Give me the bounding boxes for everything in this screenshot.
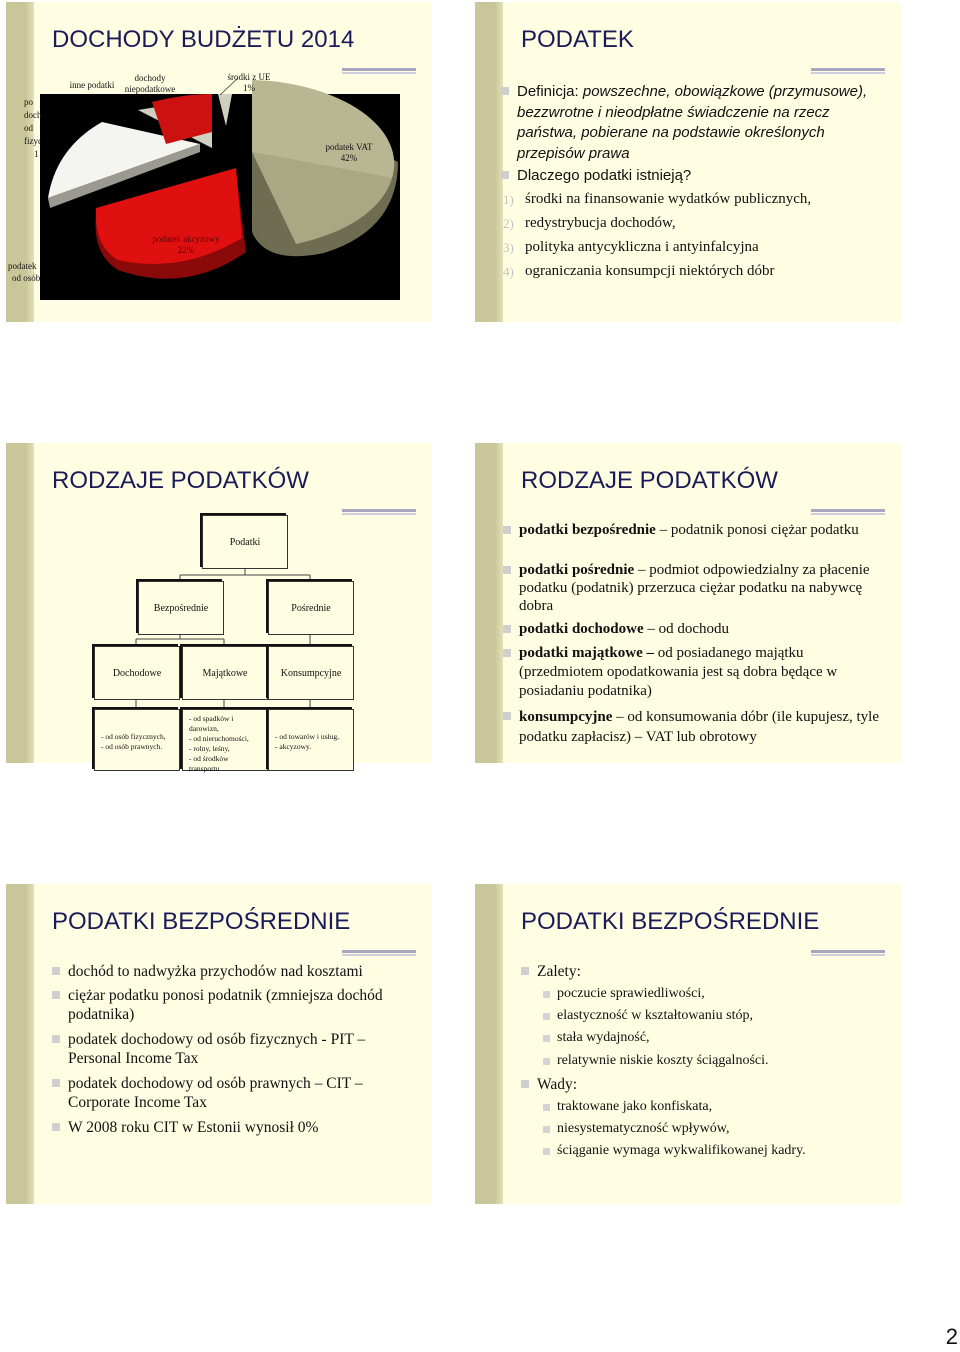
- definition-bullet: [517, 82, 887, 164]
- reason-item: [503, 190, 812, 209]
- label-ue-name: środki z UE: [227, 72, 271, 82]
- bullet-square: [521, 967, 529, 975]
- slide-tax-types-list: [475, 443, 901, 763]
- bullet-square: [503, 625, 511, 633]
- con-text: niesystematyczność wpływów,: [557, 1121, 730, 1136]
- con-text: traktowane jako konfiskata,: [557, 1099, 713, 1114]
- frag-g: od osób: [12, 273, 41, 283]
- tax-type-desc: – podatnik ponosi ciężar podatku: [655, 522, 859, 538]
- label-akcyza-name: podatek akcyzowy: [152, 234, 220, 244]
- title-underline-shadow: [342, 954, 416, 956]
- property-item: - od środków: [189, 754, 229, 763]
- title-underline: [811, 509, 885, 512]
- bullet-square: [52, 1079, 60, 1087]
- item-text: ciężar podatku ponosi podatnik (zmniejsza dochód podatnika): [68, 987, 383, 1023]
- cons-label: Wady:: [537, 1076, 578, 1093]
- slide-title: PODATEK: [521, 26, 634, 53]
- org-income-items-box: [94, 709, 180, 771]
- bullet-square: [543, 1126, 550, 1133]
- reason-item: [503, 262, 775, 281]
- pro-item: [557, 1029, 650, 1047]
- reason-number: 2): [503, 216, 514, 231]
- bullet-square: [501, 171, 509, 179]
- reason-text: redystrybucja dochodów,: [525, 215, 676, 231]
- title-underline: [342, 950, 416, 953]
- tax-type-name: podatki dochodowe: [519, 621, 644, 637]
- item-text: dochód to nadwyżka przychodów nad kosztami: [68, 963, 363, 980]
- slide-direct-taxes: [6, 884, 432, 1204]
- title-underline: [811, 950, 885, 953]
- income-items: [101, 732, 166, 752]
- pro-item: [557, 1052, 769, 1070]
- label-akcyza-pct: 22%: [177, 245, 195, 255]
- reason-number: 4): [503, 264, 514, 279]
- tax-type-name: podatki pośrednie: [519, 562, 635, 578]
- con-item: [557, 1098, 712, 1116]
- slide-title: PODATKI BEZPOŚREDNIE: [52, 908, 351, 935]
- direct-tax-item: [68, 1074, 408, 1112]
- frag-d: fizyc: [24, 136, 42, 146]
- slide-left-bar: [6, 884, 34, 1204]
- slide-direct-taxes-pros-cons: [475, 884, 901, 1204]
- cons-heading: [537, 1075, 577, 1094]
- slide-title: RODZAJE PODATKÓW: [521, 467, 778, 494]
- label-left-fragments: [24, 96, 44, 161]
- direct-tax-item: [68, 962, 418, 981]
- slide-left-bar: [475, 884, 503, 1204]
- tax-type-name: podatki majątkowe –: [519, 645, 655, 661]
- pro-text: stała wydajność,: [557, 1030, 650, 1045]
- reason-text: ograniczania konsumpcji niektórych dóbr: [525, 263, 775, 279]
- tax-type-desc: – podmiot odpowiedzialny za płacenie podatku (podatnik) przerzuca ciężar podatku na nabywcę dobra: [519, 562, 870, 614]
- pro-text: elastyczność w kształtowaniu stóp,: [557, 1008, 753, 1023]
- frag-b: doch: [24, 110, 42, 120]
- reason-item: [503, 214, 676, 233]
- bullet-square: [543, 1104, 550, 1111]
- property-item: - od spadków i: [189, 714, 234, 723]
- consumption-item: - od towarów i usług,: [275, 732, 339, 741]
- tax-type-item: [519, 620, 889, 638]
- frag-c: od: [24, 123, 33, 133]
- property-item: - od nieruchomości,: [189, 734, 249, 743]
- bullet-square: [52, 991, 60, 999]
- slice-akcyza: [95, 168, 246, 279]
- property-item: - rolny, leśny,: [189, 744, 230, 753]
- bullet-square: [503, 712, 511, 720]
- con-text: ściąganie wymaga wykwalifikowanej kadry.: [557, 1143, 806, 1158]
- pro-text: relatywnie niskie koszty ściągalności.: [557, 1053, 769, 1068]
- question-bullet: [517, 166, 887, 185]
- reason-text: polityka antycykliczna i antyinfalcyjna: [525, 239, 759, 255]
- label-vat: [322, 142, 376, 164]
- tax-type-item: [519, 561, 889, 615]
- tax-type-desc: – od dochodu: [643, 621, 730, 637]
- tax-type-desc: od posiadanego majątku (przedmiotem opodatkowania jest są dobra będące w posiadaniu podatnika): [519, 645, 838, 699]
- org-majatkowe: Majątkowe: [182, 646, 268, 700]
- title-underline-shadow: [811, 72, 885, 74]
- definition-label: Definicja:: [517, 83, 583, 100]
- tax-type-name: podatki bezpośrednie: [519, 522, 656, 538]
- label-niepod-2: niepodatkowe: [124, 84, 176, 94]
- direct-tax-item: [68, 986, 418, 1024]
- org-dochodowe: Dochodowe: [94, 646, 180, 700]
- slide-tax-types-chart: [6, 443, 432, 773]
- income-item: - od osób fizycznych,: [101, 732, 166, 741]
- org-consumption-items-box: [268, 709, 354, 771]
- slice-ue: [218, 94, 232, 126]
- tax-type-name: konsumpcyjne: [519, 709, 613, 725]
- label-vat-pct: 42%: [340, 153, 358, 163]
- reason-number: 3): [503, 240, 514, 255]
- bullet-square: [503, 649, 511, 657]
- label-ue-pct: 1%: [243, 83, 255, 93]
- property-item: darowizn,: [189, 724, 219, 733]
- bullet-square: [543, 1148, 550, 1155]
- frag-e: 1: [34, 149, 39, 159]
- slide-title: RODZAJE PODATKÓW: [52, 467, 309, 494]
- org-property-items-box: [182, 709, 268, 771]
- bullet-square: [543, 1058, 550, 1065]
- consumption-items: [275, 732, 339, 752]
- bullet-square: [52, 1035, 60, 1043]
- bullet-square: [503, 526, 511, 534]
- definition-text: powszechne, obowiązkowe (przymusowe), bezzwrotne i nieodpłatne świadczenie na rzecz państwa, pobierane na podstawie określonych przepisów prawa: [517, 83, 868, 162]
- reason-item: [503, 238, 759, 257]
- pro-item: [557, 985, 705, 1003]
- tax-type-item: [519, 644, 889, 701]
- slide-podatek: [475, 2, 901, 322]
- reason-text: środki na finansowanie wydatków publicznych,: [525, 191, 812, 207]
- title-underline-shadow: [811, 513, 885, 515]
- income-item: - od osób prawnych.: [101, 742, 163, 751]
- item-text: podatek dochodowy od osób fizycznych - PIT – Personal Income Tax: [68, 1031, 366, 1067]
- page-number: 2: [945, 1324, 958, 1349]
- reason-number: 1): [503, 192, 514, 207]
- label-akcyza: [146, 234, 226, 256]
- org-konsumpcyjne: Konsumpcyjne: [268, 646, 354, 700]
- bullet-square: [501, 87, 509, 95]
- tax-type-item: [519, 521, 889, 539]
- bullet-square: [52, 967, 60, 975]
- bullet-square: [543, 1013, 550, 1020]
- org-posrednie: Pośrednie: [268, 581, 354, 635]
- bullet-square: [543, 1035, 550, 1042]
- label-left-bottom: [8, 260, 42, 284]
- direct-tax-item: [68, 1030, 408, 1068]
- tax-type-item: [519, 707, 889, 747]
- bullet-square: [503, 566, 511, 574]
- label-niepod-1: dochody: [134, 73, 166, 83]
- bullet-square: [52, 1123, 60, 1131]
- bullet-square: [521, 1080, 529, 1088]
- org-bezposrednie: Bezpośrednie: [138, 581, 224, 635]
- pros-heading: [537, 962, 581, 981]
- tax-type-desc: – od konsumowania dóbr (ile kupujesz, tyle podatku zapłacisz) – VAT lub obrotowy: [519, 709, 879, 745]
- pro-text: poczucie sprawiedliwości,: [557, 986, 705, 1001]
- label-inne: [62, 80, 122, 91]
- frag-f: podatek: [8, 261, 37, 271]
- property-item: transportu: [189, 764, 220, 773]
- slide-title: PODATKI BEZPOŚREDNIE: [521, 908, 820, 935]
- property-items: [189, 714, 249, 774]
- org-root-podatki: Podatki: [202, 515, 288, 569]
- slide-left-bar: [475, 2, 503, 322]
- slide-title: DOCHODY BUDŻETU 2014: [52, 26, 355, 53]
- pros-label: Zalety:: [537, 963, 581, 980]
- bullet-square: [543, 991, 550, 998]
- title-underline-shadow: [811, 954, 885, 956]
- label-ue: [224, 72, 274, 94]
- con-item: [557, 1142, 806, 1160]
- frag-a: po: [24, 97, 33, 107]
- question-text: Dlaczego podatki istnieją?: [517, 167, 692, 184]
- item-text: podatek dochodowy od osób prawnych – CIT – Corporate Income Tax: [68, 1075, 363, 1111]
- pro-item: [557, 1007, 753, 1025]
- item-text: W 2008 roku CIT w Estonii wynosił 0%: [68, 1119, 319, 1136]
- title-underline: [811, 68, 885, 71]
- label-niepodatkowe: [118, 73, 182, 95]
- slide-left-bar: [475, 443, 503, 763]
- consumption-item: - akcyzowy.: [275, 742, 312, 751]
- label-inne-name: inne podatki: [69, 80, 115, 90]
- slice-vat: [252, 80, 398, 256]
- label-vat-name: podatek VAT: [325, 142, 373, 152]
- slide-budget-revenue: [6, 2, 432, 322]
- con-item: [557, 1120, 730, 1138]
- direct-tax-item: [68, 1118, 418, 1137]
